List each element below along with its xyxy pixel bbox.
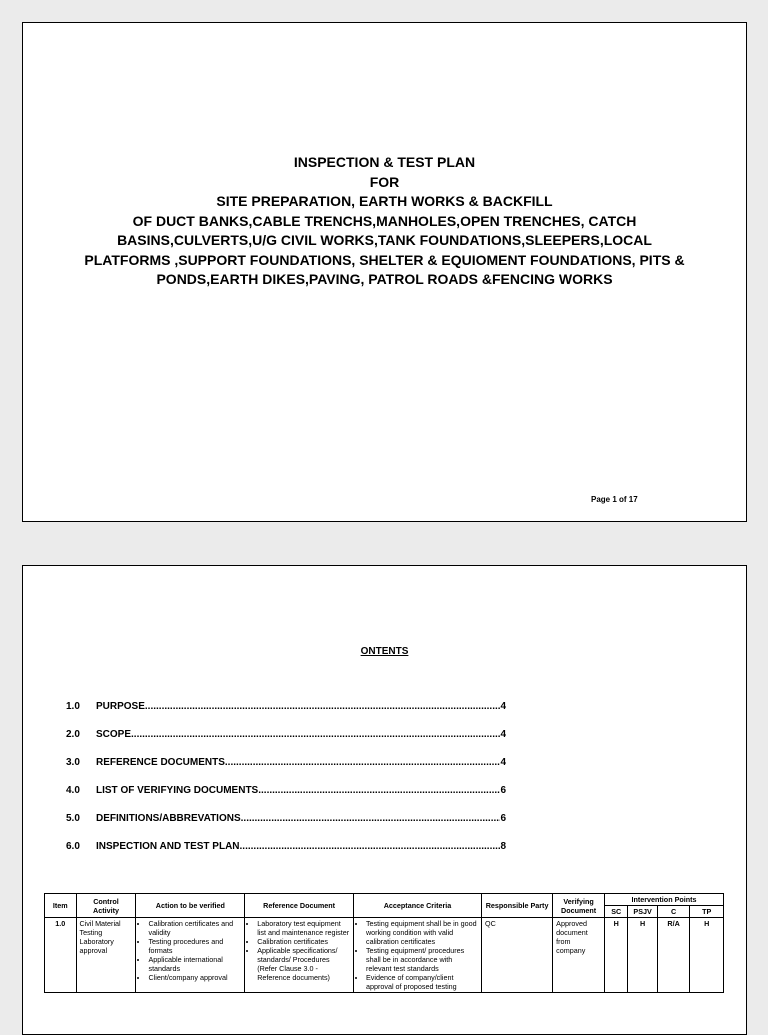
contents-page	[22, 565, 747, 1035]
list-item: • Evidence of company/client approval of proposed testing	[366, 973, 478, 991]
toc-leader	[241, 813, 501, 824]
header-reference: Reference Document	[245, 894, 354, 918]
cell-action	[136, 918, 245, 993]
cell-verifying: Approved document from company	[553, 918, 605, 993]
toc-entry[interactable]	[66, 768, 506, 796]
cell-acceptance	[353, 918, 481, 993]
toc-page: 4	[500, 729, 506, 740]
cover-title-line: BASINS,CULVERTS,U/G CIVIL WORKS,TANK FOUNDATIONS,SLEEPERS,LOCAL	[117, 232, 652, 248]
toc-leader	[131, 729, 500, 740]
cell-c: R/A	[657, 918, 690, 993]
list-item: • Applicable specifications/ standards/ Procedures (Refer Clause 3.0 - Reference documents)	[257, 946, 350, 982]
toc-entry[interactable]	[66, 684, 506, 712]
table-header-row	[45, 894, 724, 906]
header-control-activity: Control Activity	[76, 894, 136, 918]
cover-title	[23, 153, 746, 290]
cover-title-line: PLATFORMS ,SUPPORT FOUNDATIONS, SHELTER & EQUIOMENT FOUNDATIONS, PITS &	[84, 251, 685, 268]
toc-label: REFERENCE DOCUMENTS	[96, 757, 225, 768]
header-action: Action to be verified	[136, 894, 245, 918]
table-row	[45, 918, 724, 993]
toc-leader	[145, 701, 501, 712]
list-item: • Calibration certificates and validity	[148, 919, 241, 937]
header-item: Item	[45, 894, 77, 918]
inspection-test-plan-table	[44, 893, 724, 993]
list-item: • Testing equipment shall be in good working condition with valid calibration certificates	[366, 919, 478, 946]
toc-entry[interactable]	[66, 712, 506, 740]
list-item: • Testing equipment/ procedures shall be in accordance with relevant test standards	[366, 946, 478, 973]
toc-number: 4.0	[66, 785, 80, 796]
list-item: • Testing procedures and formats	[148, 937, 241, 955]
list-item: • Client/company approval	[148, 973, 241, 982]
toc-entry[interactable]	[66, 824, 506, 852]
toc-page: 4	[500, 757, 506, 768]
toc-number: 1.0	[66, 701, 80, 712]
toc-leader	[240, 841, 501, 852]
cell-psjv: H	[628, 918, 657, 993]
list-item: • Calibration certificates	[257, 937, 350, 946]
list-item: • Applicable international standards	[148, 955, 241, 973]
cover-title-line: PONDS,EARTH DIKES,PAVING, PATROL ROADS &FENCING WORKS	[156, 271, 613, 287]
cell-item: 1.0	[45, 918, 77, 993]
cover-page	[22, 22, 747, 522]
toc-leader	[258, 785, 500, 796]
toc-label: LIST OF VERIFYING DOCUMENTS	[96, 785, 259, 796]
toc-number: 6.0	[66, 841, 80, 852]
header-verifying: Verifying Document	[553, 894, 605, 918]
cover-title-line: INSPECTION & TEST PLAN	[293, 154, 476, 170]
cell-reference	[245, 918, 354, 993]
toc-page: 6	[500, 813, 506, 824]
toc-number: 3.0	[66, 757, 80, 768]
contents-title: ONTENTS	[360, 646, 409, 657]
header-psjv: PSJV	[628, 906, 657, 918]
header-sc: SC	[605, 906, 628, 918]
page-number: Page 1 of 17	[591, 495, 638, 504]
cell-control-activity: Civil Material Testing Laboratory approval	[76, 918, 136, 993]
cover-title-line: OF DUCT BANKS,CABLE TRENCHS,MANHOLES,OPEN TRENCHES, CATCH	[132, 212, 637, 229]
header-acceptance: Acceptance Criteria	[353, 894, 481, 918]
toc-label: INSPECTION AND TEST PLAN	[96, 841, 240, 852]
table-of-contents	[66, 684, 506, 852]
toc-page: 6	[500, 785, 506, 796]
header-responsible: Responsible Party	[482, 894, 553, 918]
list-item: • Laboratory test equipment list and maintenance register	[257, 919, 350, 937]
toc-page: 8	[500, 841, 506, 852]
toc-label: DEFINITIONS/ABBREVATIONS	[96, 813, 241, 824]
cover-title-line: SITE PREPARATION, EARTH WORKS & BACKFILL	[216, 193, 553, 209]
toc-entry[interactable]	[66, 796, 506, 824]
header-c: C	[657, 906, 690, 918]
header-intervention-points: Intervention Points	[605, 894, 724, 906]
toc-page: 4	[500, 701, 506, 712]
cell-sc: H	[605, 918, 628, 993]
toc-leader	[225, 757, 501, 768]
cover-title-line: FOR	[369, 173, 400, 190]
toc-label: PURPOSE	[96, 701, 145, 712]
toc-label: SCOPE	[96, 729, 132, 740]
toc-entry[interactable]	[66, 740, 506, 768]
toc-number: 2.0	[66, 729, 80, 740]
header-tp: TP	[690, 906, 724, 918]
toc-number: 5.0	[66, 813, 80, 824]
cell-tp: H	[690, 918, 724, 993]
cell-responsible: QC	[482, 918, 553, 993]
